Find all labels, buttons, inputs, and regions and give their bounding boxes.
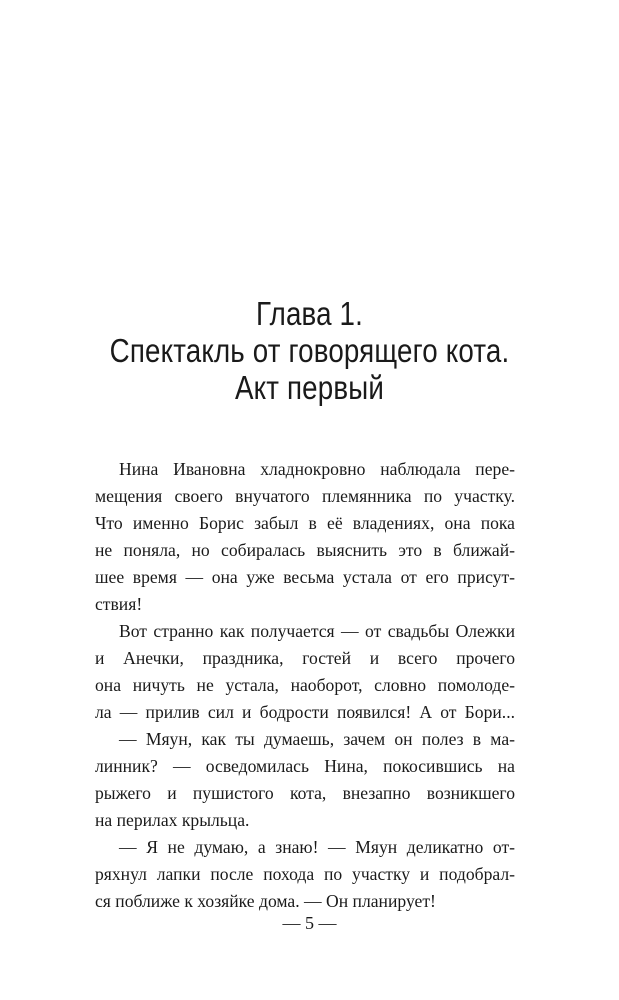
- paragraph: [95, 726, 515, 834]
- text-line: Вот странно как получается — от свадьбы Олежки: [119, 621, 515, 641]
- paragraph: [95, 456, 515, 618]
- paragraph: [95, 618, 515, 726]
- text-line: и Анечки, праздника, гостей и всего прочего: [95, 648, 515, 668]
- text-line: ствия!: [95, 594, 143, 614]
- text-line: на перилах крыльца.: [95, 810, 250, 830]
- text-line: не поняла, но собиралась выяснить это в ближай-: [95, 540, 515, 560]
- text-line: рыжего и пушистого кота, внезапно возникшего: [95, 783, 515, 803]
- text-line: ряхнул лапки после похода по участку и подобрал-: [95, 864, 515, 884]
- text-line: Нина Ивановна хладнокровно наблюдала пере-: [119, 459, 515, 479]
- paragraph: [95, 834, 515, 915]
- chapter-heading: [50, 296, 570, 407]
- chapter-body-text: [95, 456, 515, 915]
- text-line: она ничуть не устала, наоборот, словно помолоде-: [95, 675, 515, 695]
- chapter-title-line-1: Спектакль от говорящего кота.: [109, 331, 510, 369]
- text-line: Что именно Борис забыл в её владениях, она пока: [95, 513, 515, 533]
- text-line: мещения своего внучатого племянника по участку.: [95, 486, 515, 506]
- text-line: шее время — она уже весьма устала от его присут-: [95, 567, 515, 587]
- text-line: — Я не думаю, а знаю! — Мяун деликатно от-: [119, 837, 515, 857]
- text-line: ла — прилив сил и бодрости появился! А от Бори...: [95, 702, 515, 722]
- page-number: — 5 —: [282, 913, 337, 933]
- text-line: ся поближе к хозяйке дома. — Он планирует!: [95, 891, 436, 911]
- text-line: — Мяун, как ты думаешь, зачем он полез в ма-: [119, 729, 515, 749]
- chapter-number: Глава 1.: [255, 295, 364, 332]
- chapter-title-line-2: Акт первый: [235, 368, 384, 406]
- text-line: линник? — осведомилась Нина, покосившись на: [95, 756, 515, 776]
